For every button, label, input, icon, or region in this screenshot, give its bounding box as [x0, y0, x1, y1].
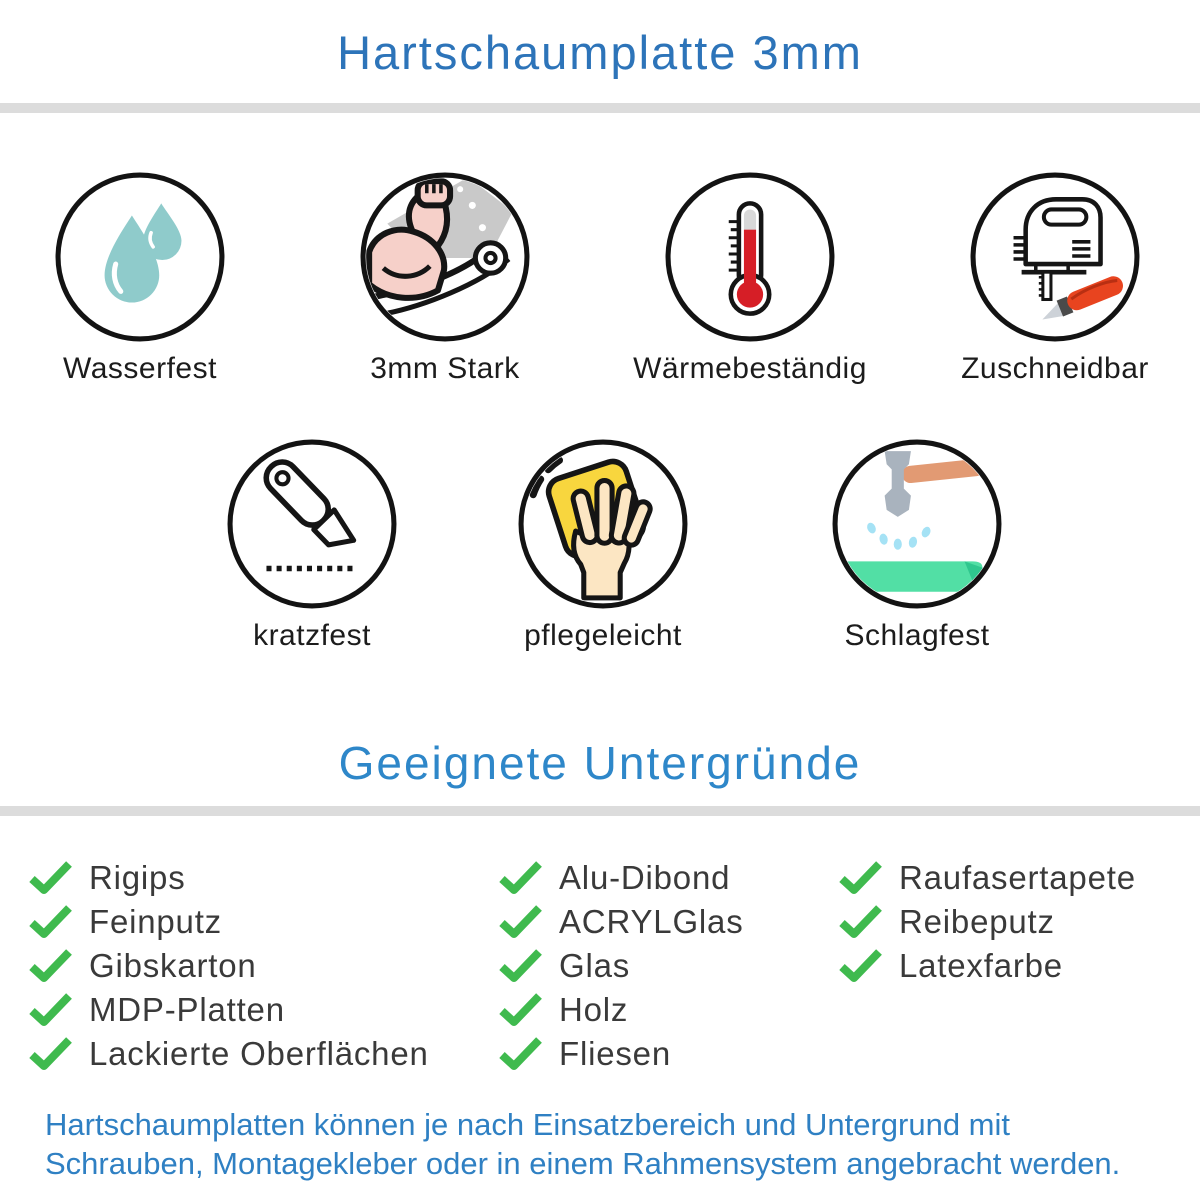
green-checkmark-icon — [28, 993, 74, 1027]
green-checkmark-icon — [28, 905, 74, 939]
list-item-label: Latexfarbe — [899, 947, 1063, 984]
list-item-label: Glas — [559, 947, 631, 984]
feature-label: kratzfest — [253, 619, 371, 652]
list-item-label: Gibskarton — [89, 947, 257, 984]
list-item-label: Feinputz — [89, 903, 222, 940]
green-checkmark-icon — [838, 861, 884, 895]
mounting-note — [45, 1105, 1120, 1183]
list-item — [498, 944, 744, 988]
green-checkmark-icon — [498, 949, 544, 983]
green-checkmark-icon — [498, 993, 544, 1027]
feature-wasserfest — [0, 171, 290, 386]
green-checkmark-icon — [498, 905, 544, 939]
feature-label: pflegeleicht — [524, 619, 682, 652]
thermometer-icon — [664, 171, 836, 343]
list-item-label: Rigips — [89, 859, 186, 896]
feature-3mm-stark — [295, 171, 595, 386]
list-item — [838, 900, 1136, 944]
divider-bar-top — [0, 103, 1200, 113]
list-item — [498, 988, 744, 1032]
divider-bar-middle — [0, 806, 1200, 816]
list-item — [498, 1032, 744, 1076]
green-checkmark-icon — [28, 1037, 74, 1071]
feature-label: Zuschneidbar — [961, 352, 1149, 385]
flexed-arm-rolled-sheet-icon — [359, 171, 531, 343]
list-item — [498, 900, 744, 944]
water-drops-icon — [54, 171, 226, 343]
substrate-column-3 — [838, 856, 1136, 988]
feature-zuschneidbar — [905, 171, 1200, 386]
feature-kratzfest — [162, 438, 462, 653]
list-item-label: Raufasertapete — [899, 859, 1136, 896]
list-item-label: MDP-Platten — [89, 991, 285, 1028]
green-checkmark-icon — [498, 861, 544, 895]
green-checkmark-icon — [498, 1037, 544, 1071]
feature-schlagfest — [767, 438, 1067, 653]
list-item — [28, 856, 429, 900]
feature-waermebestaendig — [600, 171, 900, 386]
substrate-column-1 — [28, 856, 429, 1076]
feature-pflegeleicht — [453, 438, 753, 653]
green-checkmark-icon — [838, 905, 884, 939]
utility-knife-icon — [226, 438, 398, 610]
list-item — [838, 856, 1136, 900]
list-item-label: Alu-Dibond — [559, 859, 731, 896]
green-checkmark-icon — [838, 949, 884, 983]
mounting-note-line-2: Schrauben, Montagekleber oder in einem Rahmensystem angebracht werden. — [45, 1146, 1121, 1181]
green-checkmark-icon — [28, 861, 74, 895]
green-checkmark-icon — [28, 949, 74, 983]
list-item-label: Lackierte Oberflächen — [89, 1035, 429, 1072]
jigsaw-cutter-icon — [969, 171, 1141, 343]
page-title: Hartschaumplatte 3mm — [337, 26, 863, 79]
mounting-note-line-1: Hartschaumplatten können je nach Einsatzbereich und Untergrund mit — [45, 1107, 1010, 1142]
list-item-label: ACRYLGlas — [559, 903, 744, 940]
feature-label: Schlagfest — [844, 619, 990, 652]
list-item — [28, 1032, 429, 1076]
list-item — [28, 944, 429, 988]
list-item — [498, 856, 744, 900]
list-item-label: Holz — [559, 991, 629, 1028]
feature-label: Wasserfest — [63, 352, 217, 385]
substrate-column-2 — [498, 856, 744, 1076]
list-item — [28, 988, 429, 1032]
feature-label: 3mm Stark — [370, 352, 520, 385]
list-item — [28, 900, 429, 944]
hammer-impact-icon — [831, 438, 1003, 610]
list-item-label: Fliesen — [559, 1035, 671, 1072]
list-item-label: Reibeputz — [899, 903, 1055, 940]
feature-label: Wärmebeständig — [633, 352, 867, 385]
section-title: Geeignete Untergründe — [338, 737, 862, 789]
list-item — [838, 944, 1136, 988]
hand-cleaning-cloth-icon — [517, 438, 689, 610]
